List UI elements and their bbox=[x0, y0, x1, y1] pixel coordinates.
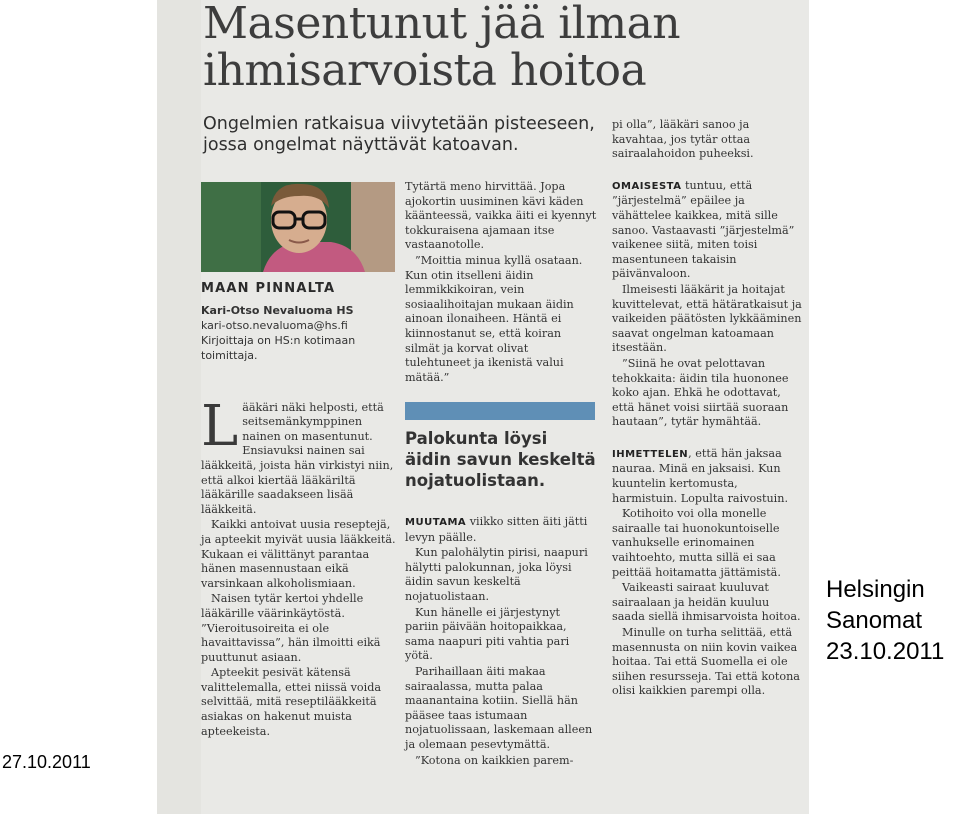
body-paragraph: ”Kotona on kaikkien parem- bbox=[415, 753, 574, 767]
body-paragraph: Tytärtä meno hirvittää. Jopa ajokortin uusiminen kävi käden käänteessä, vaikka äiti ei kyennyt tokkuraisena ajamaan itse vastaanotolle. bbox=[405, 180, 597, 252]
headline-line: ihmisarvoista hoitoa bbox=[203, 45, 647, 96]
body-paragraph: Kaikki antoivat uusia reseptejä, ja apteekit myivät uusia lääkkeitä. Kukaan ei välittänyt parantaa hänen masennustaan eikä varsinkaan alkoholismiaan. bbox=[201, 518, 396, 590]
lead-text: , että hän jaksaa nauraa. Minä en jaksaisi. Kun kuuntelin kertomusta, harmistuin. Lopulta raivostuin. bbox=[612, 446, 789, 505]
lead-caps: IHMETTELEN bbox=[612, 448, 689, 460]
column-kicker: MAAN PINNALTA bbox=[201, 281, 336, 296]
intro-text: ääkäri näki helposti, että seitsemänkymppinen nainen on masentunut. Ensiavuksi nainen sai lääkkeitä, joista hän virkistyi niin, että alkoi kiertää lääkäriltä lääkärille saadakseen lisää lääkkeitä. bbox=[201, 400, 394, 516]
body-paragraph: ”Moittia minua kyllä osataan. Kun otin itselleni äidin lemmikkikoiran, vein sosiaalihoitajan mukaan äidin ainoan ilonaiheen. Häntä ei kiinnostanut se, että koiran silmät ja korvat olivat tulehtuneet ja ikenistä valui mätää.” bbox=[405, 253, 583, 384]
author-bio-line: toimittaja. bbox=[201, 348, 258, 362]
headline-line: Masentunut jää ilman bbox=[203, 0, 681, 49]
body-paragraph: Minulle on turha selittää, että masennusta on niin kovin vaikea hoitaa. Tai että Suomella ei ole siihen resursseja. Tai että kotona olisi kaikkien parempi olla. bbox=[612, 626, 800, 698]
deck-line: Ongelmien ratkaisua viivytetään pisteeseen, bbox=[203, 114, 595, 134]
drop-cap: L bbox=[201, 393, 239, 459]
pullquote-color-bar bbox=[405, 402, 595, 420]
body-paragraph: Kun palohälytin pirisi, naapuri hälytti palokunnan, joka löysi äidin savun keskeltä nojatuolistaan. bbox=[405, 546, 588, 603]
article-headline bbox=[203, 0, 680, 94]
body-paragraph: Ilmeisesti lääkärit ja hoitajat kuvittelevat, että hätäratkaisut ja vaikeiden päätösten lykkääminen saavat ongelman katoamaan itsestään. bbox=[612, 282, 802, 355]
lead-caps: OMAISESTA bbox=[612, 180, 682, 192]
body-paragraph: Kotihoito voi olla monelle sairaalle tai huonokuntoiselle vanhukselle erinomainen vaihtoehto, mutta sillä ei saa peittää hoitamatta jättämistä. bbox=[612, 507, 781, 579]
body-paragraph: Apteekit pesivät kätensä valittelemalla, ettei niissä voida selvittää, mitä reseptilääkkeitä asiakas on hakenut muista apteekeista. bbox=[201, 666, 382, 738]
lead-paragraph bbox=[612, 447, 802, 506]
article-deck bbox=[203, 114, 633, 156]
body-paragraph: Kun hänelle ei järjestynyt pariin päivään hoitopaikkaa, sama naapuri piti vahtia pari yötä. bbox=[405, 605, 570, 663]
source-caption-line: Helsingin bbox=[826, 576, 925, 603]
clipping-margin bbox=[157, 0, 201, 814]
author-name: Kari-Otso Nevaluoma HS bbox=[201, 303, 354, 317]
author-portrait-image bbox=[201, 182, 395, 272]
column-2-lower bbox=[405, 515, 597, 769]
author-photo bbox=[201, 182, 395, 272]
author-bio-line: Kirjoittaja on HS:n kotimaan bbox=[201, 333, 356, 347]
pullquote-line: Palokunta löysi bbox=[405, 429, 548, 448]
column-1 bbox=[201, 282, 397, 740]
newspaper-clipping bbox=[157, 0, 809, 814]
body-paragraph: ”Siinä he ovat pelottavan tehokkaita: äidin tila huononee koko ajan. Ehkä he odottavat, että hänet voisi siirtää suoraan hautaan”, tytär hymähtää. bbox=[612, 356, 789, 429]
side-date: 27.10.2011 bbox=[2, 752, 91, 772]
author-byline bbox=[201, 303, 397, 363]
lead-text: viikko sitten äiti jätti levyn päälle. bbox=[405, 515, 588, 544]
body-paragraph: Naisen tytär kertoi yhdelle lääkärille väärinkäytöstä. ”Vieroitusoireita ei ole havaittavissa”, hän ilmoitti eikä puuttunut asiaan. bbox=[201, 592, 381, 664]
lead-paragraph bbox=[405, 515, 597, 545]
source-caption-line: 23.10.2011 bbox=[826, 638, 945, 665]
pullquote bbox=[405, 428, 600, 491]
body-paragraph: pi olla”, lääkäri sanoo ja kavahtaa, jos tytär ottaa sairaalahoidon puheeksi. bbox=[612, 118, 754, 161]
source-caption bbox=[826, 574, 944, 667]
lead-paragraph bbox=[612, 179, 802, 282]
column-3 bbox=[612, 118, 802, 700]
column-2 bbox=[405, 180, 597, 386]
deck-line: jossa ongelmat näyttävät katoavan. bbox=[203, 135, 519, 155]
body-paragraph: Parihaillaan äiti makaa sairaalassa, mutta palaa maanantaina kotiin. Siellä hän pääsee taas istumaan nojatuolissaan, laskemaan alleen ja olemaan pesevtymättä. bbox=[405, 664, 593, 751]
pullquote-line: äidin savun keskeltä bbox=[405, 450, 596, 469]
lead-text: tuntuu, että ”järjestelmä” epäilee ja vähättelee kaikkea, mitä sille sanoo. Vastaavasti ”järjestelmä” vaikenee siitä, miten toisi masentuneen takaisin päivänvaloon. bbox=[612, 178, 795, 281]
lead-caps: MUUTAMA bbox=[405, 517, 467, 528]
pullquote-line: nojatuolistaan. bbox=[405, 471, 546, 490]
body-paragraph: Vaikeasti sairaat kuuluvat sairaalaan ja heidän kuuluu saada siellä ihmisarvoista hoitoa. bbox=[612, 581, 801, 624]
author-email: kari-otso.nevaluoma@hs.fi bbox=[201, 318, 348, 332]
intro-paragraph bbox=[201, 393, 397, 518]
source-caption-line: Sanomat bbox=[826, 607, 923, 634]
